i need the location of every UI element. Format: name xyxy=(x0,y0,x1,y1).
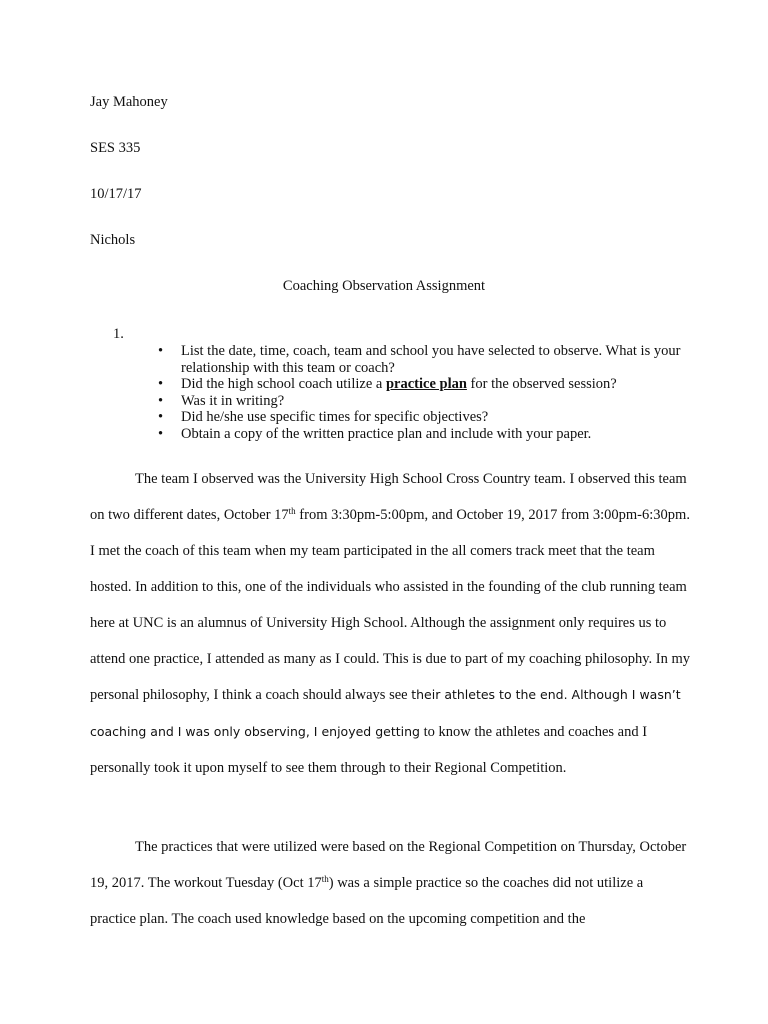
bullet-text: for the observed session? xyxy=(466,376,617,393)
paragraph-text: ) was a simple practice so the coaches did not utilize a practice plan. The coach used knowledge based on the upcoming competition and the xyxy=(90,874,644,927)
bullet-item xyxy=(158,409,688,426)
paragraph-text: The practices that were utilized were based on the Regional Competition on Thursday, October 19, 2017. The workout Tuesday (Oct 17 xyxy=(90,839,687,891)
bullet-item xyxy=(158,426,688,443)
bullet-item xyxy=(158,393,688,410)
paragraph-text: to know the athletes and coaches and I personally took it upon myself to see them through to their Regional Competition. xyxy=(90,724,648,777)
question-bullet-list xyxy=(158,343,688,443)
paragraph-text: from 3:30pm-5:00pm, and October 19, 2017 from 3:00pm-6:30pm. I met the coach of this team when my team participated in the all comers track meet that the team hosted. In addition to this, one of the individuals who assisted in the founding of the club running team here at UNC is an alumnus of University High School. Although the assignment only requires us to attend one practice, I attended as many as I could. This is due to part of my coaching philosophy. In my personal philosophy, I think a coach should always see xyxy=(90,506,690,704)
author-name: Jay Mahoney xyxy=(90,94,168,110)
bullet-item xyxy=(158,343,688,376)
paragraph-text-alt-font: their athletes to the end. Although I wasn’t coaching and I was only observing, I enjoyed getting xyxy=(90,687,681,740)
bullet-item xyxy=(158,376,688,393)
bullet-text: Did he/she use specific times for specific objectives? xyxy=(181,409,489,426)
course-code: SES 335 xyxy=(90,140,141,156)
paragraph-text: The team I observed was the University High School Cross Country team. I observed this team on two different dates, October 17 xyxy=(90,471,687,523)
instructor-name: Nichols xyxy=(90,232,136,248)
body-paragraph-2 xyxy=(90,830,690,938)
document-title: Coaching Observation Assignment xyxy=(282,278,486,294)
bullet-text: Was it in writing? xyxy=(181,392,285,409)
document-date: 10/17/17 xyxy=(90,186,142,202)
emphasized-term: practice plan xyxy=(385,376,467,393)
ordinal-suffix: th xyxy=(288,505,296,516)
body-paragraph-1 xyxy=(90,462,690,787)
bullet-text: List the date, time, coach, team and school you have selected to observe. What is your relationship with this team or coach? xyxy=(181,343,681,376)
bullet-text: Did the high school coach utilize a xyxy=(181,376,386,393)
question-number: 1. xyxy=(113,326,124,342)
bullet-text: Obtain a copy of the written practice plan and include with your paper. xyxy=(181,425,592,442)
ordinal-suffix: th xyxy=(321,873,329,884)
